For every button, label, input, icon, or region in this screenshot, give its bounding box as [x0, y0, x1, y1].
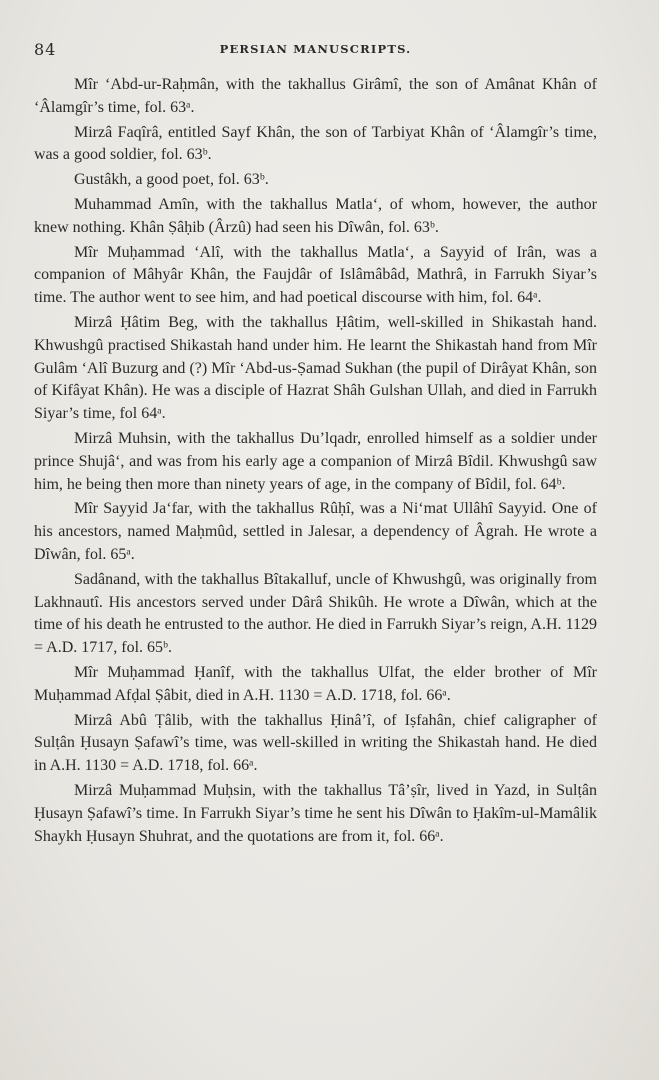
entry-paragraph: Gustâkh, a good poet, fol. 63ᵇ. [74, 171, 269, 189]
running-title: PERSIAN MANUSCRIPTS. [219, 42, 412, 56]
entry-paragraph: Mirzâ Muhsin, with the takhallus Du’lqadr, enrolled himself as a soldier under prince Shujâ‘, and was from his early age a companion of Mirzâ Bîdil. Khwushgû saw him, he being then more than ninety years of age, in the company of Bîdil, fol. 64ᵇ. [34, 429, 597, 493]
entry-paragraph: Mîr Muḥammad ‘Alî, with the takhallus Matla‘, a Sayyid of Irân, was a companion of Mâhyâr Khân, the Faujdâr of Islâmâbâd, Mathrâ, in Farrukh Siyar’s time. The author went to see him, and had poetical discourse with him, fol. 64ᵃ. [34, 243, 597, 307]
entry-paragraph: Mirzâ Abû Ṭâlib, with the takhallus Ḥinâ’î, of Iṣfahân, chief caligrapher of Sulṭân Ḥusayn Ṣafawî’s time, was well-skilled in writing the Shikastah hand. He died in A.H. 1130 = A.D. 1718, fol. 66ᵃ. [34, 711, 597, 775]
entry-paragraph: Mîr Sayyid Ja‘far, with the takhallus Rûḥî, was a Ni‘mat Ullâhî Sayyid. One of his ancestors, named Maḥmûd, settled in Jalesar, a dependency of Âgrah. He wrote a Dîwân, fol. 65ᵃ. [34, 500, 597, 563]
entry-paragraph: Mîr ‘Abd-ur-Raḥmân, with the takhallus Girâmî, the son of Amânat Khân of ‘Âlamgîr’s time, fol. 63ᵃ. [34, 76, 597, 116]
entry-paragraph: Mîr Muḥammad Ḥanîf, with the takhallus Ulfat, the elder brother of Mîr Muḥammad Afḍal Ṣâbit, died in A.H. 1130 = A.D. 1718, fol. 66ᵃ. [34, 663, 597, 704]
entry-paragraph: Mirzâ Ḥâtim Beg, with the takhallus Ḥâtim, well-skilled in Shikastah hand. Khwushgû practised Shikastah hand under him. He learnt the Shikastah hand from Mîr Gulâm ‘Alî Buzurg and (?) Mîr ‘Abd-us-Ṣamad Sukhan (the pupil of Dirâyat Khân, son of Kifâyat Khân). He was a disciple of Hazrat Shâh Gulshan Ullah, and died in Farrukh Siyar’s time, fol 64ᵃ. [34, 313, 597, 423]
page-header [34, 40, 597, 64]
entry-paragraph: Muhammad Amîn, with the takhallus Matla‘, of whom, however, the author knew nothing. Khân Ṣâḥib (Ârzû) had seen his Dîwân, fol. 63ᵇ. [34, 195, 597, 236]
body-text [34, 74, 597, 848]
entry-paragraph: Sadânand, with the takhallus Bîtakalluf, uncle of Khwushgû, was originally from Lakhnautî. His ancestors served under Dârâ Shikûh. He wrote a Dîwân, which at the time of his death he entrusted to the author. He died in Farrukh Siyar’s reign, A.H. 1129 = A.D. 1717, fol. 65ᵇ. [34, 570, 597, 657]
page-number: 84 [34, 40, 57, 59]
entry-paragraph: Mirzâ Muḥammad Muḥsin, with the takhallus Tâ’ṣîr, lived in Yazd, in Sulṭân Ḥusayn Ṣafawî’s time. In Farrukh Siyar’s time he sent his Dîwân to Ḥakîm-ul-Mamâlik Shaykh Ḥusayn Shuhrat, and the quotations are from it, fol. 66ᵃ. [34, 781, 597, 845]
entry-paragraph: Mirzâ Faqîrâ, entitled Sayf Khân, the son of Tarbiyat Khân of ‘Âlamgîr’s time, was a good soldier, fol. 63ᵇ. [34, 123, 597, 164]
